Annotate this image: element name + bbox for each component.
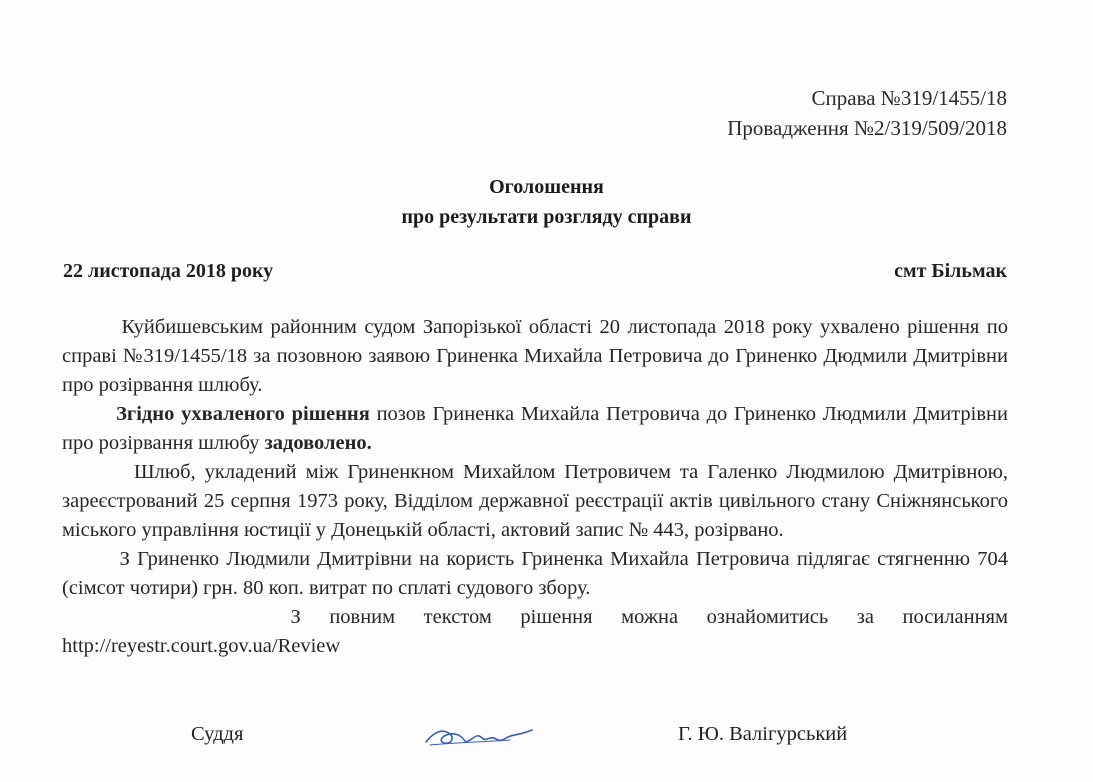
proceeding-number: Провадження №2/319/509/2018 (727, 116, 1007, 140)
marriage-text: Шлюб, укладений між Гриненкном Михайлом Петровичем та Галенко Людмилою Дмитрівною, зареєстрований 25 серпня 1973 року, Відділом державної реєстрації актів цивільного стану Сніжнянського міського управління юстиції у Донецькій області, актовий запис № 443, розірвано. (62, 461, 1009, 541)
case-reference-block (727, 83, 1007, 143)
announcement-heading (0, 172, 1093, 232)
paragraph-court-fee (62, 545, 1008, 603)
paragraph-full-text (62, 603, 1008, 632)
paragraph-marriage-dissolved (62, 458, 1008, 545)
case-number: Справа №319/1455/18 (811, 86, 1007, 110)
judge-name: Г. Ю. Валігурський (678, 723, 848, 745)
registry-link[interactable]: http://reyestr.court.gov.ua/Review (62, 635, 341, 657)
heading-subtitle: про результати розгляду справи (401, 206, 692, 228)
court-fee-text: З Гриненко Людмили Дмитрівни на користь Гриненка Михайла Петровича підлягає стягненню 704 (сімсот чотири) грн. 80 коп. витрат по сплаті судового збору. (62, 548, 1009, 599)
heading-title: Оголошення (489, 176, 604, 198)
claim-text: позов Гриненка Михайла Петровича до Гриненко Людмили Дмитрівни про розірвання шлюбу (62, 403, 1009, 454)
paragraph-decision (62, 313, 1008, 400)
paragraph-decision-text: Куйбишевським районним судом Запорізької області 20 листопада 2018 року ухвалено рішення по справі №319/1455/18 за позовною заявою Гриненка Михайла Петровича до Гриненко Дюдмили Дмитрівни про розірвання шлюбу. (62, 316, 1009, 396)
handwritten-signature-icon (420, 718, 540, 754)
signature-row (0, 718, 1093, 758)
document-place: смт Більмак (894, 260, 1007, 282)
document-date: 22 листопада 2018 року (63, 260, 274, 282)
announcement-body (62, 313, 1008, 661)
judge-role-label: Суддя (191, 723, 244, 745)
date-place-line (63, 257, 1007, 285)
full-text-intro: З повним текстом рішення можна ознайомитись за посиланням (290, 606, 1008, 628)
claim-result-bold: задоволено. (264, 432, 372, 454)
registry-link-line (62, 632, 1008, 661)
claim-lead-bold: Згідно ухваленого рішення (116, 403, 370, 425)
paragraph-claim-granted (62, 400, 1008, 458)
